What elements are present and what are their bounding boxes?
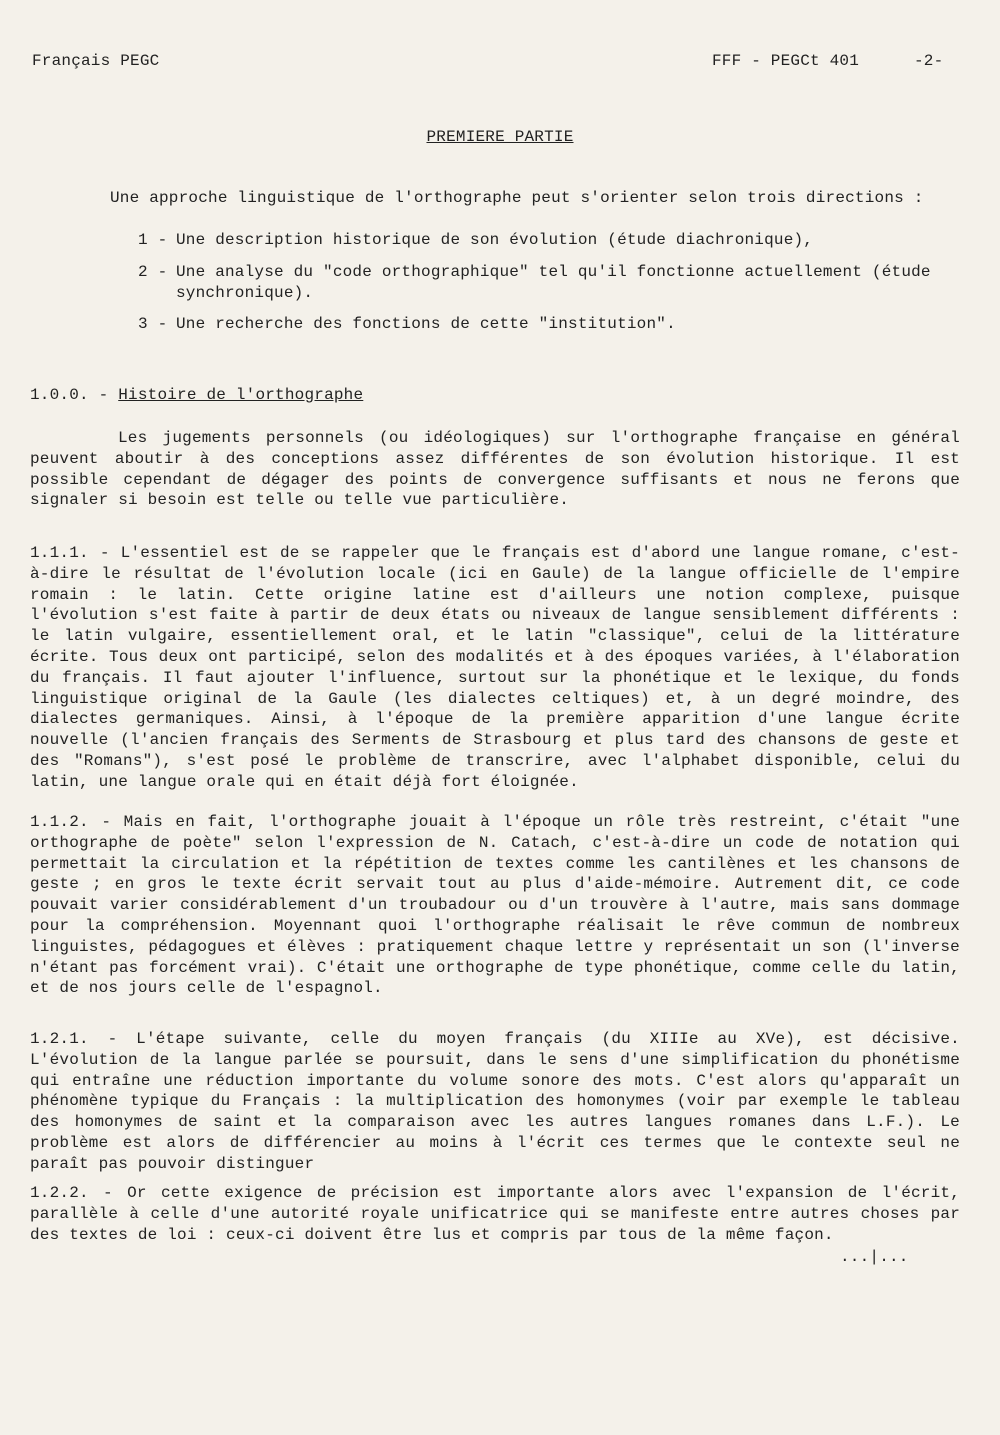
direction-item xyxy=(138,262,938,304)
header-reference: FFF - PEGCt 401 xyxy=(712,52,860,70)
paragraph-1-1-2 xyxy=(30,812,960,999)
paragraph-intro-history: Les jugements personnels (ou idéologiques) sur l'orthographe française en général peuvent aboutir à des conceptions assez différentes de son évolution historique. Il est possible cependant de dégager des points de convergence suffisants et nous ne ferons que signaler si besoin est telle ou telle vue particulière. xyxy=(30,429,960,510)
direction-text: Une description historique de son évolution (étude diachronique), xyxy=(176,231,814,249)
part-title: PREMIERE PARTIE xyxy=(426,128,574,146)
section-title: Histoire de l'orthographe xyxy=(118,386,364,404)
continuation-mark: ...|... xyxy=(840,1248,909,1266)
intro-paragraph: Une approche linguistique de l'orthographe peut s'orienter selon trois directions : xyxy=(110,189,924,207)
paragraph-text: Or cette exigence de précision est importante alors avec l'expansion de l'écrit, parallèle à celle d'une autorité royale unificatrice qui se manifeste entre autres choses par des textes de loi : ceux-ci doivent être lus et compris par tous de la même façon. xyxy=(30,1184,961,1244)
direction-number: 1 - xyxy=(138,231,168,249)
direction-text: Une recherche des fonctions de cette "institution". xyxy=(176,315,676,333)
paragraph-1-2-1 xyxy=(30,1029,960,1175)
paragraph-text: L'essentiel est de se rappeler que le français est d'abord une langue romane, c'est-à-dire le résultat de l'évolution locale (ici en Gaule) de la langue officielle de l'empire romain : le latin. Cette origine latine est d'ailleurs une notion complexe, puisque l'évolution s'est faite à partir de deux états ou niveaux de langue sensiblement différents : le latin vulgaire, essentiellement oral, et le latin "classique", celui de la littérature écrite. Tous deux ont participé, selon des modalités et à des époques variées, à l'élaboration du français. Il faut ajouter l'influence, surtout sur la phonétique et le lexique, du fonds linguistique original de la Gaule (les dialectes celtiques) et, à un degré moindre, des dialectes germaniques. Ainsi, à l'époque de la première apparition d'une langue écrite nouvelle (l'ancien français des Serments de Strasbourg et plus tard des chansons de geste et des "Romans"), s'est posé le problème de transcrire, avec l'alphabet disponible, celui du latin, une langue orale qui en était déjà fort éloignée. xyxy=(30,544,960,791)
page-number: -2- xyxy=(914,52,944,70)
section-heading xyxy=(30,386,363,404)
direction-number: 2 - xyxy=(138,263,168,281)
paragraph-1-2-2 xyxy=(30,1183,960,1245)
paragraph-number: 1.2.1. - xyxy=(30,1030,118,1048)
direction-item xyxy=(138,230,938,251)
paragraph-text: Mais en fait, l'orthographe jouait à l'époque un rôle très restreint, c'était "une orthographe de poète" selon l'expression de N. Catach, c'est-à-dire un code de notation qui permettait la circulation et la répétition de textes comme les cantilènes et les chansons de geste ; en gros le texte écrit servait tout au plus d'aide-mémoire. Autrement dit, ce code pouvait varier considérablement d'un troubadour ou d'un trouvère à l'autre, mais sans dommage pour la compréhension. Moyennant quoi l'orthographe réalisait le rêve commun de nombreux linguistes, pédagogues et élèves : pratiquement chaque lettre y représentait un son (l'inverse n'étant pas forcément vrai). C'était une orthographe de type phonétique, comme celle du latin, et de nos jours celle de l'espagnol. xyxy=(30,813,960,998)
paragraph-1-1-1 xyxy=(30,543,960,793)
paragraph-number: 1.1.1. - xyxy=(30,544,110,562)
paragraph-number: 1.1.2. - xyxy=(30,813,112,831)
section-number: 1.0.0. - xyxy=(30,386,109,404)
direction-text: Une analyse du "code orthographique" tel qu'il fonctionne actuellement (étude xyxy=(176,263,931,281)
header-subject: Français PEGC xyxy=(32,52,160,70)
paragraph-number: 1.2.2. - xyxy=(30,1184,113,1202)
direction-text-continued: synchronique). xyxy=(176,284,314,302)
paragraph-text: L'étape suivante, celle du moyen français (du XIIIe au XVe), est décisive. L'évolution de la langue parlée se poursuit, dans le sens d'une simplification du phonétisme qui entraîne une réduction importante du volume sonore des mots. C'est alors qu'apparaît un phénomène typique du Français : la multiplication des homonymes (voir par exemple le tableau des homonymes de saint et la comparaison avec les autres langues romanes dans L.F.). Le problème est alors de différencier au moins à l'écrit ces termes que le contexte seul ne paraît pas pouvoir distinguer xyxy=(30,1030,960,1173)
direction-item xyxy=(138,314,938,335)
direction-number: 3 - xyxy=(138,315,168,333)
